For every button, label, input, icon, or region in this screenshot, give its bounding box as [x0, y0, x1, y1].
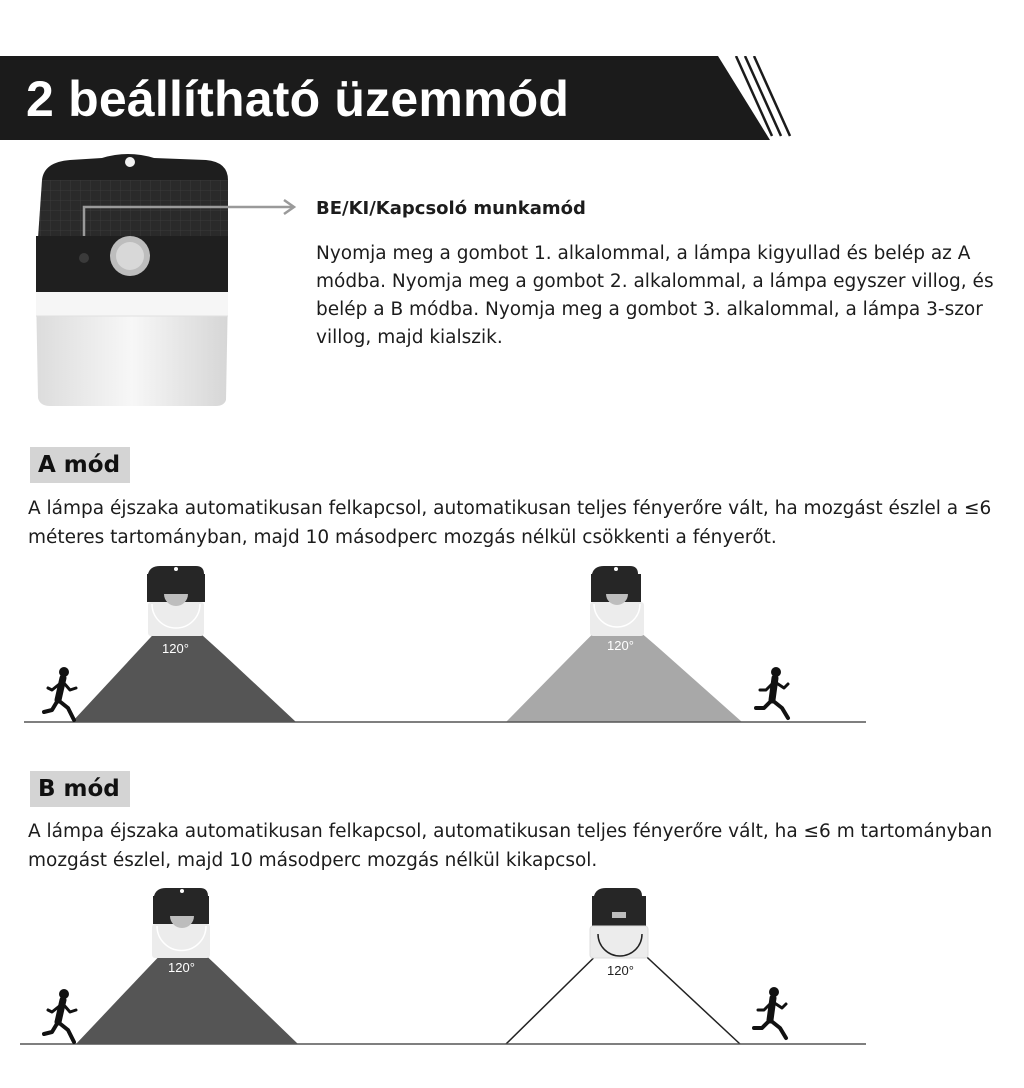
mode-b-label: B mód [30, 771, 130, 807]
runner-icon [44, 989, 76, 1042]
intro-heading: BE/KI/Kapcsoló munkamód [316, 198, 586, 219]
runner-icon [44, 667, 76, 720]
mode-b-description: A lámpa éjszaka automatikusan felkapcsol, automatikusan teljes fényerőre vált, ha ≤6 m tartományban mozgást észlel, majd 10 másodperc mozgás nélkül kikapcsol. [28, 821, 993, 871]
mode-b-angle-left: 120° [168, 960, 195, 975]
mode-a-label: A mód [30, 447, 130, 483]
mode-a-angle-right: 120° [607, 638, 634, 653]
lamp-icon [590, 888, 648, 958]
intro-body: Nyomja meg a gombot 1. alkalommal, a lámpa kigyullad és belép az A módba. Nyomja meg a gombot 2. alkalommal, a lámpa egyszer villog, és belép a B módba. Nyomja meg a gombot 3. alkalommal, a lámpa 3-szor villog, majd kialszik. [316, 243, 994, 348]
product-lamp-image [30, 150, 310, 410]
page-title: 2 beállítható üzemmód [26, 71, 570, 127]
mode-b-angle-right: 120° [607, 963, 634, 978]
mode-a-diagram [0, 560, 1024, 740]
banner-slash-decoration [728, 56, 798, 140]
mode-b-diagram [0, 882, 1024, 1062]
runner-icon [754, 987, 786, 1038]
lamp-icon [147, 566, 205, 636]
mode-a-description: A lámpa éjszaka automatikusan felkapcsol, automatikusan teljes fényerőre vált, ha mozgást észlel a ≤6 méteres tartományban, majd 10 másodperc mozgás nélkül csökkenti a fényerőt. [28, 498, 992, 548]
mode-a-angle-left: 120° [162, 641, 189, 656]
lamp-icon [152, 888, 210, 958]
lamp-icon [590, 566, 644, 636]
runner-icon [756, 667, 788, 718]
